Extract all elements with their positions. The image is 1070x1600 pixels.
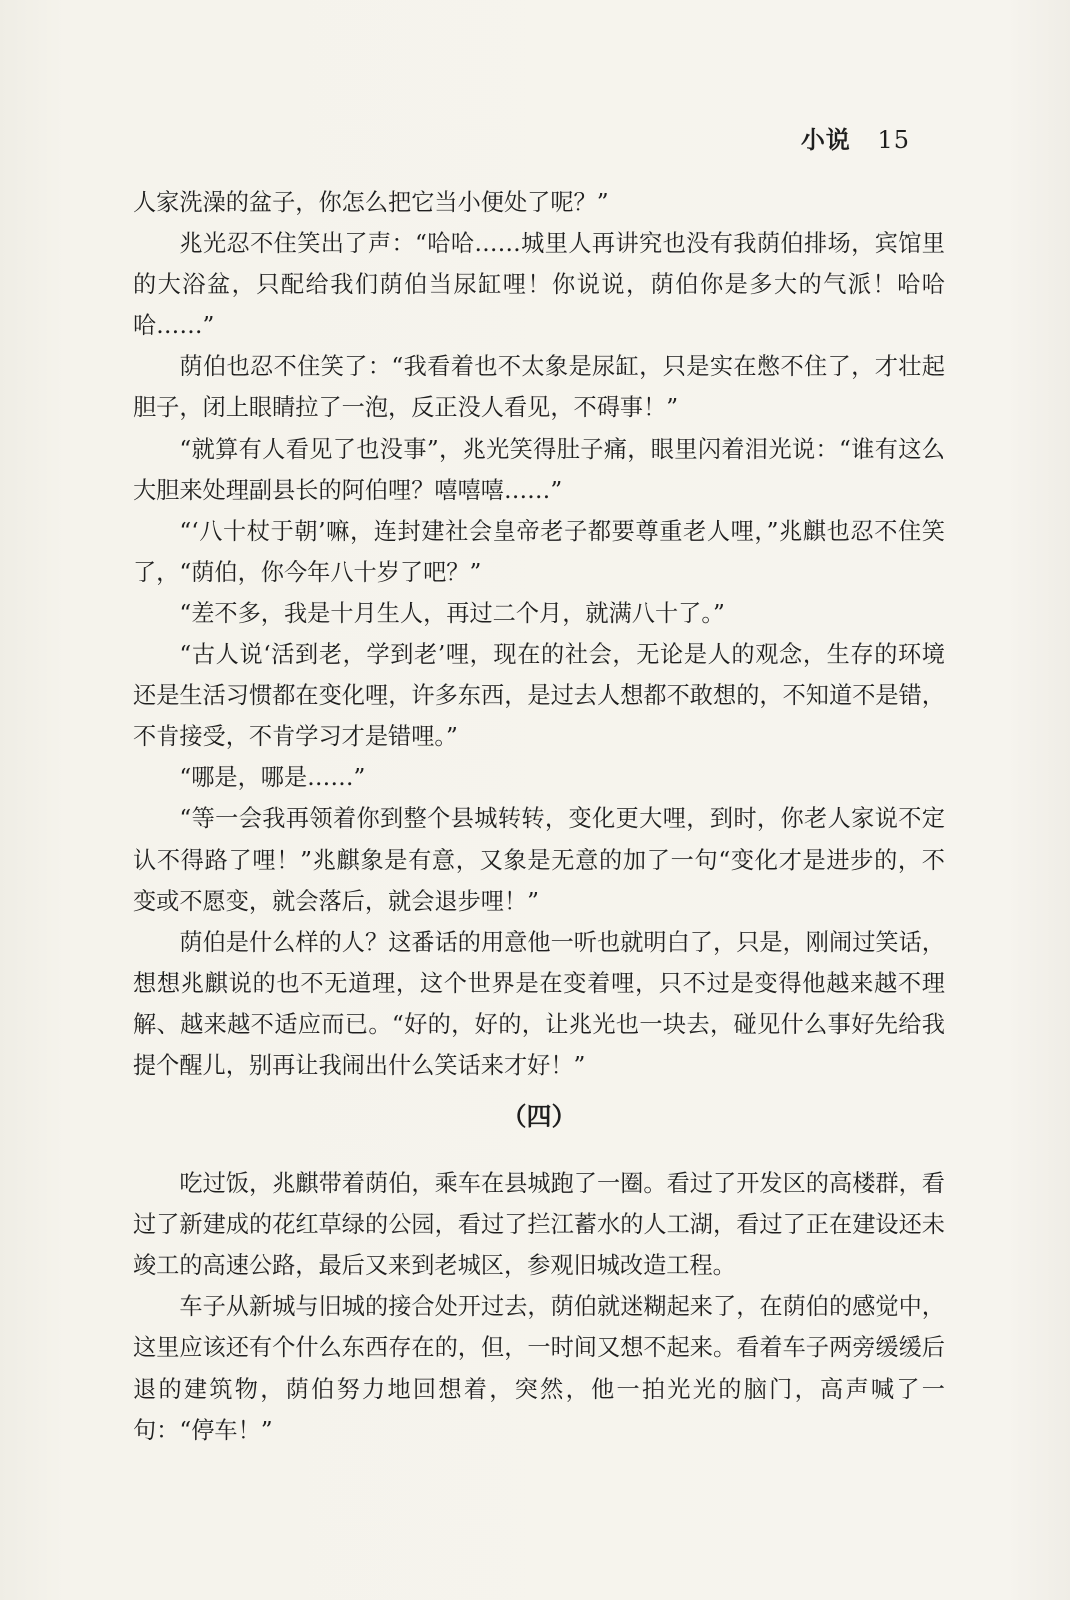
paragraph: 荫伯是什么样的人？这番话的用意他一听也就明白了，只是，刚闹过笑话，想想兆麒说的也不无道理，这个世界是在变着哩，只不过是变得他越来越不理解、越来越不适应而已。“好的，好的，让兆光也一块去，碰见什么事好先给我提个醒儿，别再让我闹出什么笑话来才好！”: [133, 928, 945, 1079]
paragraph: “哪是，哪是……”: [179, 764, 366, 792]
section-heading: （四）: [501, 1102, 577, 1132]
paragraph: “等一会我再领着你到整个县城转转，变化更大哩，到时，你老人家说不定认不得路了哩！”兆麒象是有意，又象是无意的加了一句“变化才是进步的，不变或不愿变，就会落后，就会退步哩！”: [133, 805, 945, 915]
paragraph: “‘八十杖于朝’嘛，连封建社会皇帝老子都要尊重老人哩，”兆麒也忍不住笑了，“荫伯，你今年八十岁了吧？”: [133, 517, 945, 586]
running-header: [801, 120, 910, 155]
paragraph: 车子从新城与旧城的接合处开过去，荫伯就迷糊起来了，在荫伯的感觉中，这里应该还有个什么东西存在的，但，一时间又想不起来。看着车子两旁缓缓后退的建筑物，荫伯努力地回想着，突然，他一拍光光的脑门，高声喊了一句：“停车！”: [133, 1293, 945, 1444]
body-text: [133, 182, 945, 1451]
paragraph: 兆光忍不住笑出了声：“哈哈……城里人再讲究也没有我荫伯排场，宾馆里的大浴盆，只配给我们荫伯当尿缸哩！你说说，荫伯你是多大的气派！哈哈哈……”: [133, 230, 945, 340]
paragraph: “就算有人看见了也没事”，兆光笑得肚子痛，眼里闪着泪光说：“谁有这么大胆来处理副县长的阿伯哩？嘻嘻嘻……”: [133, 435, 945, 504]
paragraph: “古人说‘活到老，学到老’哩，现在的社会，无论是人的观念，生存的环境还是生活习惯都在变化哩，许多东西，是过去人想都不敢想的，不知道不是错，不肯接受，不肯学习才是错哩。”: [133, 641, 945, 751]
page-number: 15: [877, 126, 910, 154]
paragraph: 人家洗澡的盆子，你怎么把它当小便处了呢？”: [133, 189, 609, 216]
paragraph: “差不多，我是十月生人，再过二个月，就满八十了。”: [179, 599, 725, 627]
paragraph: 荫伯也忍不住笑了：“我看着也不太象是尿缸，只是实在憋不住了，才壮起胆子，闭上眼睛拉了一泡，反正没人看见，不碍事！”: [133, 353, 945, 422]
section-title: 小说: [800, 125, 851, 154]
paragraph: 吃过饭，兆麒带着荫伯，乘车在县城跑了一圈。看过了开发区的高楼群，看过了新建成的花红草绿的公园，看过了拦江蓄水的人工湖，看过了正在建设还未竣工的高速公路，最后又来到老城区，参观旧城改造工程。: [133, 1170, 945, 1280]
